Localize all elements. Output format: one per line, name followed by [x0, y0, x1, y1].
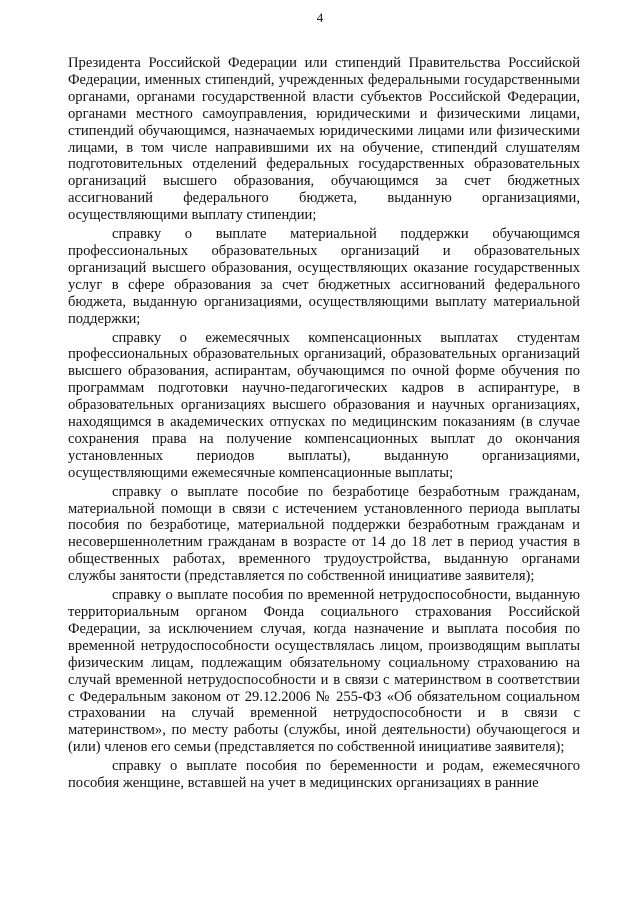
paragraph-compensation-payments: справку о ежемесячных компенсационных выплатах студентам профессиональных образовательных организаций, образовательных организаций высшего образования, аспирантам, обучающимся по очной форме обучения по программам подготовки научно-педагогических кадров в аспирантуре, в образовательных организациях высшего образования и научных организациях, находящимся в академических отпусках по медицинским показаниям (в случае сохранения права на получение компенсационных выплат до окончания установленных периодов выплаты), выданную организациями, осуществляющими ежемесячные компенсационные выплаты;: [68, 329, 580, 481]
paragraph-temporary-disability: справку о выплате пособия по временной нетрудоспособности, выданную территориальным органом Фонда социального страхования Российской Федерации, за исключением случая, когда назначение и выплата пособия по временной нетрудоспособности осуществлялась лицом, производящим выплаты физическим лицам, подлежащим обязательному социальному страхованию на случай временной нетрудоспособности и в связи с материнством в соответствии с Федеральным законом от 29.12.2006 № 255-ФЗ «Об обязательном социальном страховании на случай временной нетрудоспособности и в связи с материнством», по месту работы (службы, иной деятельности) обучающегося и (или) членов его семьи (представляется по собственной инициативе заявителя);: [68, 587, 580, 756]
paragraph-maternity-benefit: справку о выплате пособия по беременности и родам, ежемесячного пособия женщине, вставшей на учет в медицинских организациях в ранние: [68, 758, 580, 792]
paragraph-unemployment-benefit: справку о выплате пособие по безработице безработным гражданам, материальной помощи в связи с истечением установленного периода выплаты пособия по безработице, материальной поддержки безработным гражданам и несовершеннолетним гражданам в возрасте от 14 до 18 лет в период участия в общественных работах, временного трудоустройства, выданную органами службы занятости (представляется по собственной инициативе заявителя);: [68, 483, 580, 585]
paragraph-material-support: справку о выплате материальной поддержки обучающимся профессиональных образовательных организаций и образовательных организаций высшего образования, осуществляющих оказание государственных услуг в сфере образования за счет бюджетных ассигнований федерального бюджета, выданную организациями, осуществляющими выплату материальной поддержки;: [68, 226, 580, 327]
paragraph-stipend-continuation: Президента Российской Федерации или стипендий Правительства Российской Федерации, именных стипендий, учрежденных федеральными государственными органами, органами государственной власти субъектов Российской Федерации, органами местного самоуправления, юридическими и физическими лицами, стипендий обучающимся, назначаемых юридическими лицами или физическими лицами, в том числе направившими их на обучение, стипендий слушателям подготовительных отделений федеральных государственных образовательных организаций высшего образования, обучающимся за счет бюджетных ассигнований федерального бюджета, выданную организациями, осуществляющими выплату стипендии;: [68, 55, 580, 224]
page-number: 4: [316, 10, 324, 25]
body-text: [68, 55, 580, 792]
